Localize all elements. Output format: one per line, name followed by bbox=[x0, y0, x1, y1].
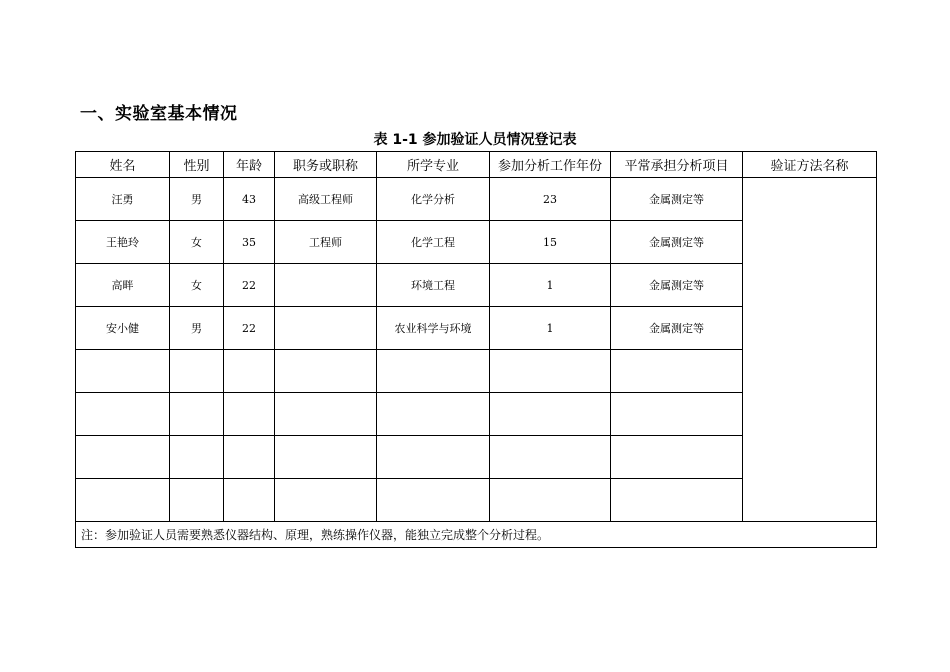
cell-empty bbox=[224, 393, 275, 436]
cell-name: 高畔 bbox=[76, 264, 170, 307]
cell-empty bbox=[170, 436, 224, 479]
header-major: 所学专业 bbox=[377, 152, 490, 178]
cell-empty bbox=[611, 393, 743, 436]
cell-empty bbox=[76, 393, 170, 436]
cell-years: 23 bbox=[490, 178, 611, 221]
personnel-register-table bbox=[75, 151, 877, 548]
cell-empty bbox=[170, 479, 224, 522]
cell-tasks: 金属测定等 bbox=[611, 307, 743, 350]
cell-empty bbox=[377, 436, 490, 479]
note-row bbox=[76, 522, 877, 548]
cell-empty bbox=[377, 479, 490, 522]
header-tasks: 平常承担分析项目 bbox=[611, 152, 743, 178]
cell-empty bbox=[170, 393, 224, 436]
header-row bbox=[76, 152, 877, 178]
cell-major: 化学工程 bbox=[377, 221, 490, 264]
header-name: 姓名 bbox=[76, 152, 170, 178]
cell-empty bbox=[611, 479, 743, 522]
cell-major: 化学分析 bbox=[377, 178, 490, 221]
cell-empty bbox=[490, 350, 611, 393]
cell-age: 22 bbox=[224, 264, 275, 307]
cell-empty bbox=[377, 350, 490, 393]
cell-years: 1 bbox=[490, 264, 611, 307]
header-title: 职务或职称 bbox=[275, 152, 377, 178]
cell-empty bbox=[275, 479, 377, 522]
cell-tasks: 金属测定等 bbox=[611, 264, 743, 307]
table-row bbox=[76, 178, 877, 221]
cell-gender: 女 bbox=[170, 221, 224, 264]
cell-name: 汪勇 bbox=[76, 178, 170, 221]
cell-years: 1 bbox=[490, 307, 611, 350]
cell-name: 安小健 bbox=[76, 307, 170, 350]
cell-title bbox=[275, 264, 377, 307]
cell-gender: 女 bbox=[170, 264, 224, 307]
cell-empty bbox=[611, 436, 743, 479]
cell-empty bbox=[611, 350, 743, 393]
cell-gender: 男 bbox=[170, 178, 224, 221]
cell-empty bbox=[170, 350, 224, 393]
cell-method-name bbox=[743, 178, 877, 522]
cell-empty bbox=[490, 479, 611, 522]
cell-empty bbox=[275, 350, 377, 393]
section-title: 一、实验室基本情况 bbox=[80, 104, 238, 124]
cell-tasks: 金属测定等 bbox=[611, 178, 743, 221]
cell-age: 43 bbox=[224, 178, 275, 221]
cell-major: 农业科学与环境 bbox=[377, 307, 490, 350]
cell-empty bbox=[377, 393, 490, 436]
table-note: 注：参加验证人员需要熟悉仪器结构、原理，熟练操作仪器，能独立完成整个分析过程。 bbox=[76, 522, 877, 548]
cell-gender: 男 bbox=[170, 307, 224, 350]
cell-empty bbox=[275, 436, 377, 479]
cell-empty bbox=[224, 350, 275, 393]
cell-age: 22 bbox=[224, 307, 275, 350]
cell-title bbox=[275, 307, 377, 350]
cell-empty bbox=[275, 393, 377, 436]
cell-empty bbox=[76, 479, 170, 522]
cell-empty bbox=[76, 350, 170, 393]
cell-empty bbox=[490, 436, 611, 479]
header-years: 参加分析工作年份 bbox=[490, 152, 611, 178]
cell-empty bbox=[490, 393, 611, 436]
cell-tasks: 金属测定等 bbox=[611, 221, 743, 264]
cell-title: 工程师 bbox=[275, 221, 377, 264]
cell-major: 环境工程 bbox=[377, 264, 490, 307]
cell-name: 王艳玲 bbox=[76, 221, 170, 264]
header-gender: 性别 bbox=[170, 152, 224, 178]
cell-title: 高级工程师 bbox=[275, 178, 377, 221]
cell-years: 15 bbox=[490, 221, 611, 264]
cell-empty bbox=[76, 436, 170, 479]
header-age: 年龄 bbox=[224, 152, 275, 178]
table-caption: 表 1-1 参加验证人员情况登记表 bbox=[373, 132, 577, 148]
cell-empty bbox=[224, 436, 275, 479]
header-method-name: 验证方法名称 bbox=[743, 152, 877, 178]
cell-empty bbox=[224, 479, 275, 522]
cell-age: 35 bbox=[224, 221, 275, 264]
